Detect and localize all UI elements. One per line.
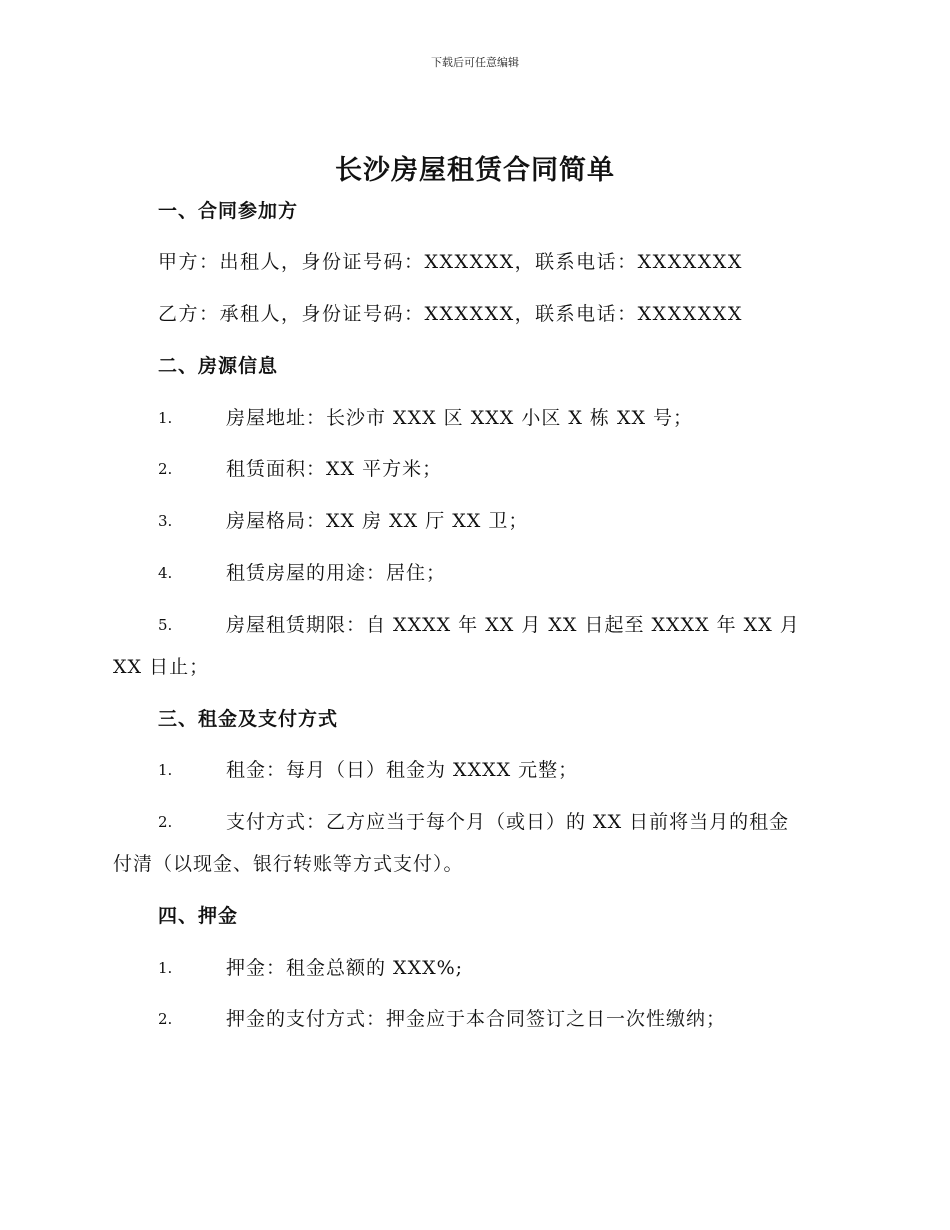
section-heading-rent: 三、租金及支付方式 xyxy=(158,708,339,730)
list-item-number: 3. xyxy=(158,512,173,530)
list-item-number: 1. xyxy=(158,761,173,779)
list-item-number: 1. xyxy=(158,409,173,427)
list-item-continuation: XX 日止； xyxy=(113,656,210,678)
list-item-continuation: 付清（以现金、银行转账等方式支付）。 xyxy=(113,853,464,875)
list-item-text: 押金：租金总额的 XXX%; xyxy=(226,957,464,979)
list-item-text: 房屋格局：XX 房 XX 厅 XX 卫； xyxy=(226,510,529,532)
list-item-number: 2. xyxy=(158,460,173,478)
party-a-line: 甲方：出租人，身份证号码：XXXXXX，联系电话：XXXXXXX xyxy=(158,251,743,273)
party-b-line: 乙方：承租人，身份证号码：XXXXXX，联系电话：XXXXXXX xyxy=(158,303,743,325)
list-item-number: 2. xyxy=(158,1010,173,1028)
page-header-note: 下载后可任意编辑 xyxy=(431,56,519,69)
list-item-number: 5. xyxy=(158,616,173,634)
list-item-text: 租赁房屋的用途：居住； xyxy=(226,562,447,584)
document-title: 长沙房屋租赁合同简单 xyxy=(335,155,615,186)
list-item-text: 押金的支付方式：押金应于本合同签订之日一次性缴纳； xyxy=(226,1008,727,1030)
list-item-text: 租金：每月（日）租金为 XXXX 元整； xyxy=(226,759,579,781)
list-item-number: 2. xyxy=(158,813,173,831)
section-heading-property: 二、房源信息 xyxy=(158,355,279,377)
list-item-number: 4. xyxy=(158,564,173,582)
list-item-number: 1. xyxy=(158,959,173,977)
list-item-text: 房屋地址：长沙市 XXX 区 XXX 小区 X 栋 XX 号； xyxy=(226,407,694,429)
list-item-text: 支付方式：乙方应当于每个月（或日）的 XX 日前将当月的租金 xyxy=(226,811,790,833)
list-item-text: 租赁面积：XX 平方米； xyxy=(226,458,443,480)
section-heading-deposit: 四、押金 xyxy=(158,905,239,927)
section-heading-parties: 一、合同参加方 xyxy=(158,200,299,222)
list-item-text: 房屋租赁期限：自 XXXX 年 XX 月 XX 日起至 XXXX 年 XX 月 xyxy=(226,614,800,636)
